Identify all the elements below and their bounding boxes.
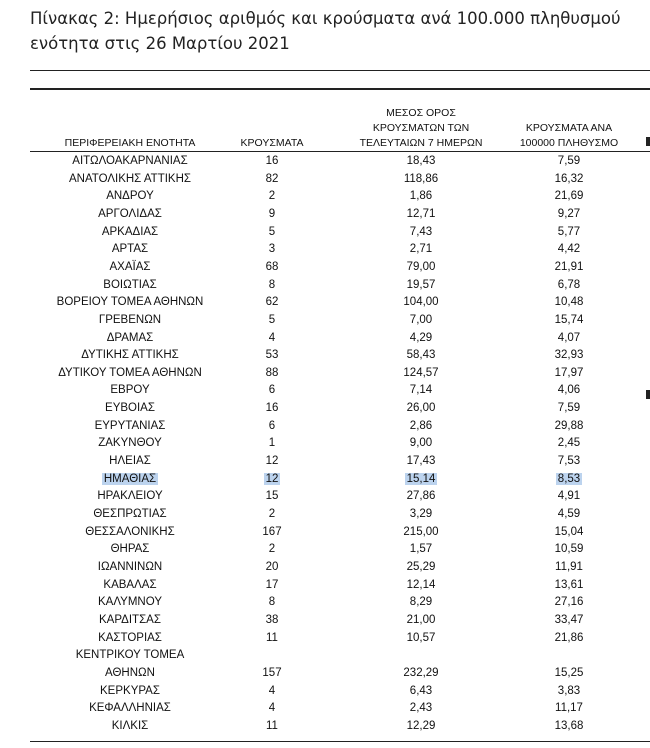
cell-avg7 — [351, 559, 491, 576]
bottom-rule — [30, 741, 650, 742]
cell-avg7 — [351, 241, 491, 258]
cell-text: 2,45 — [557, 437, 581, 450]
cell-text: ΓΡΕΒΕΝΩΝ — [98, 313, 162, 326]
cell-text: ΔΥΤΙΚΗΣ ΑΤΤΙΚΗΣ — [81, 349, 179, 362]
cell-text: 9,27 — [557, 207, 581, 220]
cell-text: 2 — [268, 543, 276, 556]
cell-cases — [222, 312, 322, 329]
cell-text: 12,14 — [406, 578, 436, 591]
cell-text: 21,91 — [554, 260, 584, 273]
cell-region — [30, 400, 230, 417]
cell-cases — [222, 206, 322, 223]
cell-region — [30, 188, 230, 205]
cell-cases — [222, 347, 322, 364]
cell-text: 11 — [266, 631, 278, 644]
cell-cases — [222, 471, 322, 488]
cell-text: 13,61 — [554, 578, 584, 591]
cell-region — [30, 541, 230, 558]
cell-cases — [222, 665, 322, 682]
cell-text: ΕΥΡΥΤΑΝΙΑΣ — [94, 419, 166, 432]
cell-text: 4,42 — [557, 243, 581, 256]
cell-text: ΚΕΝΤΡΙΚΟΥ ΤΟΜΕΑ — [75, 649, 185, 662]
cell-text: ΘΕΣΣΑΛΟΝΙΚΗΣ — [85, 525, 175, 538]
cell-text: 12 — [265, 472, 279, 485]
cell-text: 32,93 — [554, 349, 584, 362]
cell-cases — [222, 294, 322, 311]
cell-cases — [222, 277, 322, 294]
cell-avg7 — [351, 488, 491, 505]
cell-text: 9 — [268, 207, 276, 220]
cell-cases — [222, 365, 322, 382]
cell-text: 104,00 — [403, 296, 439, 309]
cell-text: 53 — [265, 349, 279, 362]
cell-text: 3,83 — [557, 684, 581, 697]
cell-cases — [222, 612, 322, 629]
cell-per100k — [499, 541, 639, 558]
cell-region — [30, 241, 230, 258]
cell-text: ΗΜΑΘΙΑΣ — [103, 472, 157, 485]
cell-region — [30, 471, 230, 488]
cell-per100k — [499, 277, 639, 294]
cell-text: 4,91 — [557, 490, 581, 503]
cell-region — [30, 683, 230, 700]
cell-region — [30, 612, 230, 629]
cell-region — [30, 559, 230, 576]
cell-text: 21,00 — [406, 613, 436, 626]
cell-region — [30, 577, 230, 594]
cell-per100k — [499, 312, 639, 329]
cell-avg7 — [351, 400, 491, 417]
cell-cases — [222, 630, 322, 647]
cell-avg7 — [351, 224, 491, 241]
cell-text: ΑΡΓΟΛΙΔΑΣ — [98, 207, 162, 220]
cell-text: 2 — [268, 508, 276, 520]
cell-text: 4 — [268, 684, 276, 697]
cell-per100k — [499, 683, 639, 700]
cell-text: 3,29 — [409, 508, 433, 520]
cell-per100k — [499, 577, 639, 594]
cell-text: ΑΡΤΑΣ — [111, 243, 149, 256]
cell-per100k — [499, 347, 639, 364]
cell-text: 27,86 — [406, 490, 436, 503]
cell-text: ΑΘΗΝΩΝ — [105, 666, 155, 679]
cell-per100k — [499, 418, 639, 435]
cell-avg7 — [351, 718, 491, 735]
cell-text: 15 — [265, 490, 279, 503]
cell-text: 27,16 — [554, 596, 584, 609]
cell-cases — [222, 171, 322, 188]
cell-text: ΚΑΛΥΜΝΟΥ — [98, 596, 162, 609]
cell-text: 12,71 — [406, 207, 436, 220]
cell-text: 26,00 — [406, 402, 436, 415]
cell-text: 10,57 — [406, 631, 436, 644]
cell-avg7 — [351, 506, 491, 523]
cell-text: ΑΡΚΑΔΙΑΣ — [101, 225, 159, 238]
cell-cases — [222, 418, 322, 435]
cell-text: 1,57 — [409, 543, 433, 556]
edge-mark — [646, 137, 650, 146]
cell-text: 33,47 — [554, 613, 584, 626]
cell-text: 25,29 — [406, 560, 436, 573]
cell-avg7 — [351, 347, 491, 364]
cell-text: 11,17 — [555, 702, 583, 715]
cell-cases — [222, 718, 322, 735]
cell-text: 7,53 — [557, 455, 581, 468]
cell-cases — [222, 559, 322, 576]
cell-per100k — [499, 224, 639, 241]
header-region: ΠΕΡΙΦΕΡΕΙΑΚΗ ΕΝΟΤΗΤΑ — [64, 137, 196, 149]
cell-region — [30, 647, 230, 664]
cell-region — [30, 206, 230, 223]
cell-text: 68 — [265, 260, 279, 273]
cell-cases — [222, 594, 322, 611]
cell-text: 38 — [265, 613, 279, 626]
cell-avg7 — [351, 435, 491, 452]
cell-text: ΕΒΡΟΥ — [110, 384, 150, 397]
cell-cases — [222, 435, 322, 452]
cell-avg7 — [351, 612, 491, 629]
cell-region — [30, 418, 230, 435]
cell-text: ΑΝΑΤΟΛΙΚΗΣ ΑΤΤΙΚΗΣ — [68, 172, 191, 185]
cell-per100k — [499, 665, 639, 682]
cell-text: 5 — [268, 313, 276, 326]
cell-text: 167 — [262, 525, 282, 538]
cell-text: 8 — [268, 278, 276, 291]
cell-text: 2,43 — [409, 702, 433, 715]
cell-text: ΒΟΙΩΤΙΑΣ — [103, 278, 157, 291]
cell-text: 2 — [268, 190, 276, 203]
cell-text: ΗΛΕΙΑΣ — [109, 455, 151, 468]
cell-region — [30, 365, 230, 382]
cell-region — [30, 312, 230, 329]
cell-avg7 — [351, 453, 491, 470]
cell-text: 4 — [268, 331, 276, 344]
header-per100k-line1: ΚΡΟΥΣΜΑΤΑ ΑΝΑ — [525, 122, 613, 134]
cell-avg7 — [351, 171, 491, 188]
cell-cases — [222, 400, 322, 417]
cell-text: 6 — [268, 384, 276, 397]
title-line-2: ενότητα στις 26 Μαρτίου 2021 — [30, 34, 290, 53]
cell-text: ΚΙΛΚΙΣ — [111, 719, 149, 732]
cell-text: 8,29 — [409, 596, 433, 609]
cell-text: 58,43 — [406, 349, 436, 362]
cell-per100k — [499, 471, 639, 488]
cell-text: 16,32 — [554, 172, 584, 185]
cell-text: ΑΝΔΡΟΥ — [106, 190, 154, 203]
cell-text: 1,86 — [409, 190, 433, 203]
cell-text: 21,86 — [554, 631, 584, 644]
cell-avg7 — [351, 577, 491, 594]
cell-region — [30, 294, 230, 311]
cell-avg7 — [351, 188, 491, 205]
cell-text: ΑΙΤΩΛΟΑΚΑΡΝΑΝΙΑΣ — [72, 155, 188, 167]
cell-per100k — [499, 294, 639, 311]
cell-text: ΙΩΑΝΝΙΝΩΝ — [97, 560, 163, 573]
cell-per100k — [499, 259, 639, 276]
cell-text: 7,59 — [557, 155, 581, 167]
cell-text: 215,00 — [403, 525, 439, 538]
cell-text: 4,59 — [557, 508, 581, 520]
cell-text: 124,57 — [403, 366, 439, 379]
cell-text: 15,14 — [406, 472, 436, 485]
cell-text: ΒΟΡΕΙΟΥ ΤΟΜΕΑ ΑΘΗΝΩΝ — [56, 296, 204, 309]
cell-per100k — [499, 153, 639, 170]
cell-cases — [222, 382, 322, 399]
cell-region — [30, 171, 230, 188]
cell-text: 12,29 — [406, 719, 436, 732]
cell-avg7 — [351, 365, 491, 382]
cell-per100k — [499, 488, 639, 505]
cell-avg7 — [351, 294, 491, 311]
cell-text: 7,59 — [557, 402, 581, 415]
cell-text: 4,06 — [557, 384, 581, 397]
cell-text: 18,43 — [406, 155, 436, 167]
cell-region — [30, 330, 230, 347]
cell-text: ΚΑΣΤΟΡΙΑΣ — [98, 631, 162, 644]
cell-avg7 — [351, 630, 491, 647]
cell-text: 10,48 — [554, 296, 584, 309]
cell-text: 6,43 — [409, 684, 433, 697]
cell-text: 7,00 — [409, 313, 433, 326]
cell-text: 79,00 — [406, 260, 436, 273]
edge-mark — [646, 390, 650, 399]
cell-region — [30, 700, 230, 717]
cell-text: 62 — [265, 296, 279, 309]
cell-cases — [222, 188, 322, 205]
cell-text: ΑΧΑΪΑΣ — [109, 260, 151, 273]
cell-avg7 — [351, 312, 491, 329]
cell-text: ΔΡΑΜΑΣ — [106, 331, 154, 344]
cell-avg7 — [351, 471, 491, 488]
cell-text: ΘΗΡΑΣ — [110, 543, 150, 556]
cell-region — [30, 277, 230, 294]
cell-text: 16 — [265, 155, 279, 167]
cell-text: 4 — [268, 702, 276, 715]
header-per100k-line2: 100000 ΠΛΗΘΥΣΜΟ — [519, 137, 619, 149]
cell-text: 11,91 — [555, 560, 583, 573]
cell-cases — [222, 577, 322, 594]
cell-per100k — [499, 612, 639, 629]
cell-cases — [222, 153, 322, 170]
cell-region — [30, 382, 230, 399]
cell-text: 5,77 — [557, 225, 581, 238]
cell-text: 9,00 — [409, 437, 433, 450]
cell-text: 15,25 — [554, 666, 584, 679]
cell-text: ΚΕΡΚΥΡΑΣ — [100, 684, 160, 697]
cell-text: 29,88 — [554, 419, 584, 432]
cell-region — [30, 488, 230, 505]
cell-per100k — [499, 188, 639, 205]
cell-per100k — [499, 400, 639, 417]
cell-text: ΕΥΒΟΙΑΣ — [105, 402, 155, 415]
cell-per100k — [499, 453, 639, 470]
cell-region — [30, 594, 230, 611]
cell-cases — [222, 453, 322, 470]
cell-text: ΔΥΤΙΚΟΥ ΤΟΜΕΑ ΑΘΗΝΩΝ — [58, 366, 202, 379]
cell-per100k — [499, 365, 639, 382]
cell-region — [30, 630, 230, 647]
cell-text: 19,57 — [406, 278, 436, 291]
cell-text: 6 — [268, 419, 276, 432]
cell-cases — [222, 700, 322, 717]
cell-per100k — [499, 718, 639, 735]
cell-cases — [222, 524, 322, 541]
cell-text: 15,04 — [554, 525, 584, 538]
top-rule-thin — [30, 70, 650, 71]
cell-avg7 — [351, 665, 491, 682]
cell-cases — [222, 241, 322, 258]
cell-avg7 — [351, 259, 491, 276]
cell-text: 7,14 — [409, 384, 433, 397]
cell-avg7 — [351, 418, 491, 435]
cell-avg7 — [351, 153, 491, 170]
header-rule — [30, 151, 650, 152]
cell-per100k — [499, 330, 639, 347]
cell-region — [30, 453, 230, 470]
cell-text: 4,29 — [409, 331, 433, 344]
cell-cases — [222, 259, 322, 276]
cell-text: ΚΑΡΔΙΤΣΑΣ — [99, 613, 161, 626]
cell-text: 17,43 — [406, 455, 436, 468]
cell-text: 20 — [265, 560, 279, 573]
cell-text: 16 — [265, 402, 279, 415]
cell-text: 118,86 — [403, 172, 439, 185]
cell-per100k — [499, 171, 639, 188]
cell-text: 13,68 — [554, 719, 584, 732]
cell-per100k — [499, 559, 639, 576]
cell-text: 8,53 — [557, 472, 581, 485]
cell-text: 2,86 — [409, 419, 433, 432]
cell-per100k — [499, 435, 639, 452]
cell-text: 7,43 — [409, 225, 433, 238]
cell-region — [30, 224, 230, 241]
cell-text: ΗΡΑΚΛΕΙΟΥ — [97, 490, 163, 503]
cell-cases — [222, 224, 322, 241]
cell-text: ΘΕΣΠΡΩΤΙΑΣ — [93, 508, 167, 520]
cell-avg7 — [351, 700, 491, 717]
cell-text: 2,71 — [409, 243, 433, 256]
cell-text: ΚΕΦΑΛΛΗΝΙΑΣ — [89, 702, 171, 715]
cell-text: 17 — [265, 578, 279, 591]
cell-text: 21,69 — [554, 190, 584, 203]
cell-region — [30, 259, 230, 276]
top-rule-thick — [30, 88, 650, 90]
title-line-1: Πίνακας 2: Ημερήσιος αριθμός και κρούσματα ανά 100.000 πληθυσμού — [30, 9, 621, 28]
cell-avg7 — [351, 206, 491, 223]
cell-cases — [222, 541, 322, 558]
header-cases: ΚΡΟΥΣΜΑΤΑ — [240, 137, 304, 149]
cell-per100k — [499, 241, 639, 258]
cell-region — [30, 665, 230, 682]
cell-text: 12 — [265, 455, 279, 468]
header-avg7-line3: ΤΕΛΕΥΤΑΙΩΝ 7 ΗΜΕΡΩΝ — [359, 137, 483, 149]
cell-text: 10,59 — [554, 543, 584, 556]
cell-avg7 — [351, 382, 491, 399]
cell-avg7 — [351, 330, 491, 347]
cell-text: 11 — [266, 719, 278, 732]
cell-text: 82 — [265, 172, 279, 185]
cell-region — [30, 524, 230, 541]
cell-per100k — [499, 506, 639, 523]
cell-region — [30, 347, 230, 364]
cell-text: 8 — [268, 596, 276, 609]
cell-text: 232,29 — [403, 666, 439, 679]
cell-region — [30, 506, 230, 523]
cell-text: 1 — [268, 437, 276, 450]
cell-text: ΚΑΒΑΛΑΣ — [103, 578, 157, 591]
cell-text: 88 — [265, 366, 279, 379]
cell-per100k — [499, 524, 639, 541]
cell-text: 4,07 — [557, 331, 581, 344]
cell-text: 5 — [268, 225, 276, 238]
header-avg7-line1: ΜΕΣΟΣ ΟΡΟΣ — [386, 107, 456, 119]
cell-cases — [222, 488, 322, 505]
cell-region — [30, 435, 230, 452]
cell-text: 6,78 — [557, 278, 581, 291]
cell-per100k — [499, 206, 639, 223]
cell-text: 15,74 — [554, 313, 584, 326]
cell-avg7 — [351, 541, 491, 558]
header-avg7-line2: ΚΡΟΥΣΜΑΤΩΝ ΤΩΝ — [372, 122, 470, 134]
cell-per100k — [499, 630, 639, 647]
cell-region — [30, 153, 230, 170]
cell-per100k — [499, 594, 639, 611]
cell-cases — [222, 506, 322, 523]
cell-cases — [222, 330, 322, 347]
cell-region — [30, 718, 230, 735]
cell-per100k — [499, 382, 639, 399]
cell-avg7 — [351, 277, 491, 294]
cell-text: ΖΑΚΥΝΘΟΥ — [98, 437, 162, 450]
cell-avg7 — [351, 683, 491, 700]
cell-avg7 — [351, 594, 491, 611]
cell-cases — [222, 683, 322, 700]
cell-avg7 — [351, 524, 491, 541]
cell-text: 17,97 — [554, 366, 584, 379]
cell-per100k — [499, 700, 639, 717]
cell-text: 157 — [262, 666, 282, 679]
cell-text: 3 — [268, 243, 276, 256]
